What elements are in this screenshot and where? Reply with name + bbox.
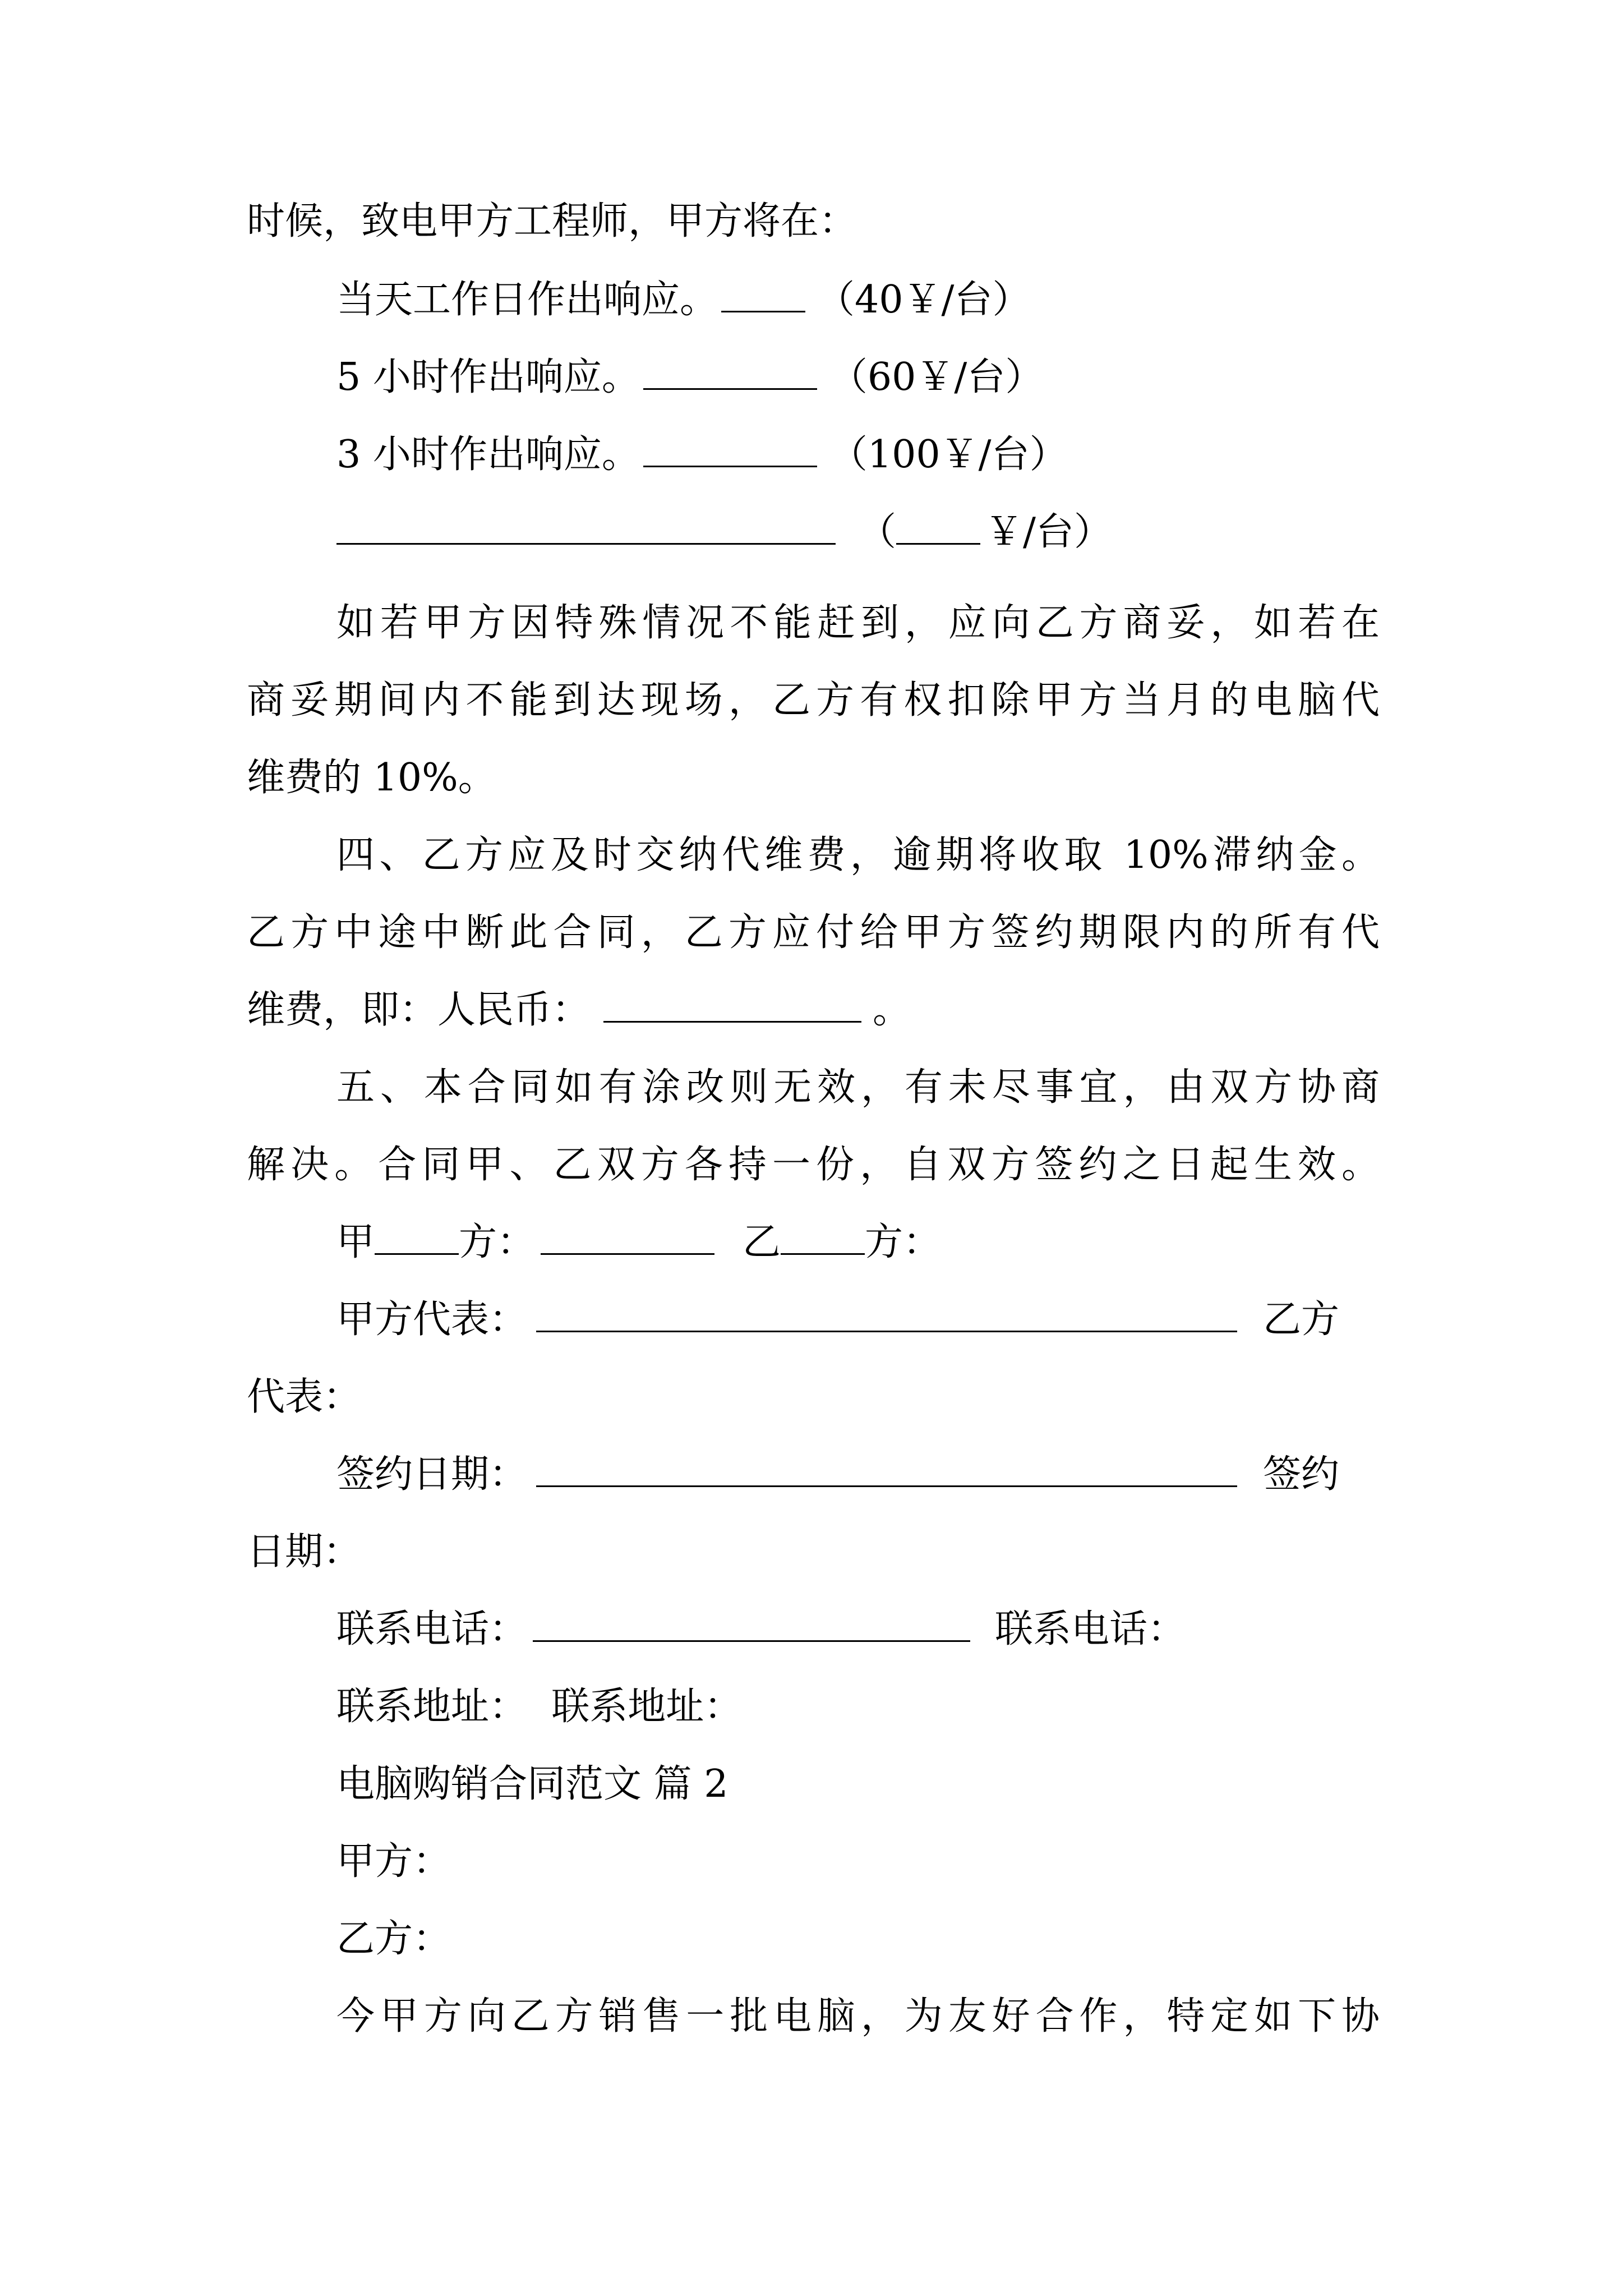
line-text: 签约日期： (336, 1452, 528, 1497)
blank-field (643, 355, 817, 390)
text-line (247, 985, 911, 1036)
line-text: 日期： (247, 1530, 362, 1574)
text-line (247, 1527, 361, 1577)
line-text: 乙方 (1263, 1297, 1340, 1342)
text-line (247, 908, 1380, 958)
line-text: 如若甲方因特殊情况不能赶到，应向乙方商妥，如若在 (336, 601, 1380, 645)
line-text: 电脑购销合同范文 篇 2 (336, 1762, 728, 1806)
blank-field (336, 509, 836, 545)
text-line (247, 1372, 361, 1423)
text-line (336, 1062, 1380, 1113)
rate-option-custom (336, 507, 1112, 558)
line-text: 签约 (1263, 1452, 1340, 1497)
line-text: 五、本合同如有涂改则无效，有未尽事宜，由双方协商 (336, 1065, 1380, 1110)
text-line (247, 196, 857, 247)
rate-text: （ (858, 510, 897, 554)
text-line (336, 1991, 1380, 2042)
line-text: 甲 (336, 1220, 375, 1264)
party-b-label (336, 1914, 451, 1964)
rate-text: （60￥/台） (829, 355, 1044, 399)
section-heading (336, 1759, 728, 1810)
rate-text: （40￥/台） (817, 278, 1031, 322)
line-text: 5 小时作出响应。 (336, 355, 640, 399)
line-text: 维费的 10%。 (247, 756, 496, 800)
blank-field (781, 1220, 865, 1255)
line-text: 联系电话： (336, 1607, 528, 1651)
blank-field (536, 1297, 1237, 1332)
line-text: 四、乙方应及时交纳代维费，逾期将收取 10%滞纳金。 (336, 833, 1380, 877)
signature-representative (336, 1295, 1380, 1345)
text-line (247, 753, 496, 803)
line-text: 3 小时作出响应。 (336, 432, 640, 477)
line-text: 联系电话： (995, 1607, 1186, 1651)
rate-text: （100￥/台） (829, 432, 1068, 477)
blank-field (721, 277, 805, 312)
blank-field (375, 1220, 459, 1255)
line-text: 代表： (247, 1375, 362, 1419)
line-text: 维费，即：人民币： (247, 988, 591, 1032)
line-text: 。 (873, 988, 911, 1032)
signature-date (336, 1450, 1380, 1500)
text-line (247, 675, 1380, 726)
blank-field (533, 1607, 970, 1642)
blank-field (896, 509, 980, 545)
blank-field (536, 1452, 1237, 1487)
line-text: 当天工作日作出响应。 (336, 278, 718, 322)
line-text: 乙方： (336, 1917, 451, 1961)
contact-address (336, 1682, 742, 1732)
line-text: 方： (865, 1220, 942, 1264)
text-line (247, 1140, 1380, 1190)
line-text: 方： (459, 1220, 536, 1264)
line-text: 乙 (743, 1220, 781, 1264)
text-line (336, 598, 1380, 648)
blank-field (541, 1220, 714, 1255)
line-text: 解决。合同甲、乙双方各持一份，自双方签约之日起生效。 (247, 1143, 1380, 1187)
line-text: 乙方中途中断此合同，乙方应付给甲方签约期限内的所有代 (247, 910, 1380, 955)
rate-option-same-day (336, 275, 1030, 325)
contact-phone (336, 1604, 1186, 1655)
line-text: 甲方代表： (336, 1297, 528, 1342)
text-line (336, 830, 1380, 881)
line-text: 时候，致电甲方工程师，甲方将在： (247, 199, 857, 243)
blank-field (643, 432, 817, 467)
blank-field (603, 987, 861, 1023)
signature-parties (336, 1217, 941, 1268)
rate-option-5h (336, 352, 1043, 403)
rate-option-3h (336, 430, 1068, 480)
party-a-label (336, 1837, 451, 1887)
rate-text: ￥/台） (985, 510, 1112, 554)
line-text: 今甲方向乙方销售一批电脑，为友好合作，特定如下协 (336, 1994, 1380, 2039)
line-text: 联系地址： 联系地址： (336, 1685, 743, 1729)
line-text: 商妥期间内不能到达现场，乙方有权扣除甲方当月的电脑代 (247, 678, 1380, 723)
line-text: 甲方： (336, 1839, 451, 1884)
